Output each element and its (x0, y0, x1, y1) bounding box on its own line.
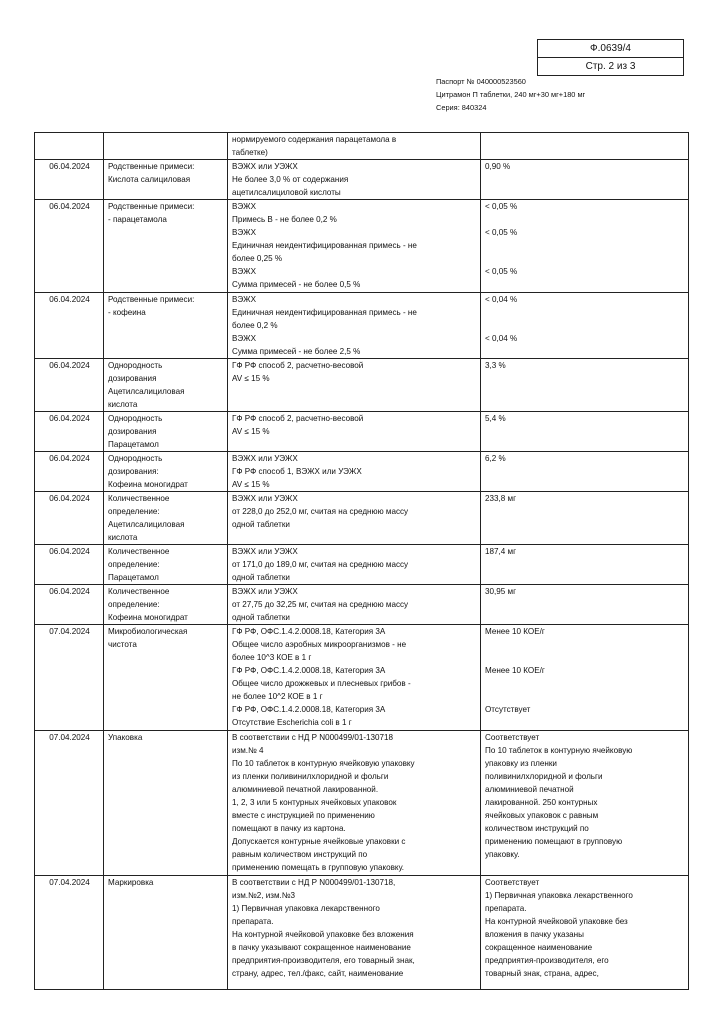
date-cell: 07.04.2024 (35, 625, 104, 731)
date-cell: 06.04.2024 (35, 545, 104, 585)
table-row (35, 133, 689, 160)
parameter-name (104, 133, 228, 160)
parameter-name: Однородность дозирования Парацетамол (104, 412, 228, 452)
parameter-name: Родственные примеси: Кислота салициловая (104, 160, 228, 200)
table-row (35, 545, 689, 585)
date-cell: 06.04.2024 (35, 585, 104, 625)
method-cell: ВЭЖХ или УЭЖХ ГФ РФ способ 1, ВЭЖХ или УЭЖХ AV ≤ 15 % (228, 452, 481, 492)
date-cell (35, 133, 104, 160)
parameter-name: Количественное определение: Парацетамол (104, 545, 228, 585)
passport-header (436, 75, 585, 114)
table-row (35, 625, 689, 731)
method-cell: В соответствии с НД Р N000499/01-130718, изм.№2, изм.№3 1) Первичная упаковка лекарственного препарата. На контурной ячейковой упаковке без вложения в пачку указывают сокращенное наименование предприятия-производителя, его товарный знак, страну, адрес, тел./факс, сайт, наименование (228, 876, 481, 990)
parameter-name: Маркировка (104, 876, 228, 990)
result-cell: 6,2 % (481, 452, 689, 492)
table-row (35, 160, 689, 200)
method-cell: В соответствии с НД Р N000499/01-130718 изм.№ 4 По 10 таблеток в контурную ячейковую упаковку из пленки поливинилхлоридной и фольги алюминиевой печатной лакированной. 1, 2, 3 или 5 контурных ячейковых упаковок вместе с инструкцией по применению помещают в пачку из картона. Допускается контурные ячейковые упаковки с равным количеством инструкций по применению помещать в групповую упаковку. (228, 731, 481, 876)
parameter-name: Микробиологическая чистота (104, 625, 228, 731)
form-code: Ф.0639/4 (590, 43, 631, 54)
form-code-box (537, 39, 684, 76)
result-cell: 30,95 мг (481, 585, 689, 625)
result-cell (481, 133, 689, 160)
parameter-name: Родственные примеси: - парацетамола (104, 200, 228, 293)
page-number: Стр. 2 из 3 (538, 57, 683, 75)
table-row (35, 731, 689, 876)
method-cell: ВЭЖХ Единичная неидентифицированная примесь - не более 0,2 % ВЭЖХ Сумма примесей - не более 2,5 % (228, 293, 481, 359)
parameter-name: Количественное определение: Ацетилсалициловая кислота (104, 492, 228, 545)
method-cell: ГФ РФ, ОФС.1.4.2.0008.18, Категория 3А Общее число аэробных микроорганизмов - не более 10^3 КОЕ в 1 г ГФ РФ, ОФС.1.4.2.0008.18, Категория 3А Общее число дрожжевых и плесневых грибов - не более 10^2 КОЕ в 1 г ГФ РФ, ОФС.1.4.2.0008.18, Категория 3А Отсутствие Escherichia coli в 1 г (228, 625, 481, 731)
method-cell: ВЭЖХ или УЭЖХ Не более 3,0 % от содержания ацетилсалициловой кислоты (228, 160, 481, 200)
table-row (35, 412, 689, 452)
parameter-name: Однородность дозирования: Кофеина моногидрат (104, 452, 228, 492)
date-cell: 07.04.2024 (35, 731, 104, 876)
date-cell: 06.04.2024 (35, 359, 104, 412)
date-cell: 06.04.2024 (35, 412, 104, 452)
result-cell: Соответствует По 10 таблеток в контурную ячейковую упаковку из пленки поливинилхлоридной и фольги алюминиевой печатной лакированной. 250 контурных ячейковых упаковок с равным количеством инструкций по применению помещают в групповую упаковку. (481, 731, 689, 876)
result-cell: 3,3 % (481, 359, 689, 412)
method-cell: ВЭЖХ или УЭЖХ от 27,75 до 32,25 мг, считая на среднюю массу одной таблетки (228, 585, 481, 625)
parameter-name: Родственные примеси: - кофеина (104, 293, 228, 359)
result-cell: 0,90 % (481, 160, 689, 200)
table-row (35, 293, 689, 359)
table-row (35, 492, 689, 545)
table-row (35, 452, 689, 492)
method-cell: ВЭЖХ Примесь В - не более 0,2 % ВЭЖХ Единичная неидентифицированная примесь - не более 0,25 % ВЭЖХ Сумма примесей - не более 0,5 % (228, 200, 481, 293)
passport-number: Паспорт № 040000523560 (436, 77, 526, 86)
date-cell: 06.04.2024 (35, 200, 104, 293)
method-cell: ВЭЖХ или УЭЖХ от 228,0 до 252,0 мг, считая на среднюю массу одной таблетки (228, 492, 481, 545)
parameter-name: Упаковка (104, 731, 228, 876)
table-row (35, 876, 689, 990)
table-row (35, 359, 689, 412)
method-cell: ГФ РФ способ 2, расчетно-весовой AV ≤ 15 % (228, 412, 481, 452)
result-cell: < 0,05 % < 0,05 % < 0,05 % (481, 200, 689, 293)
date-cell: 06.04.2024 (35, 293, 104, 359)
result-cell: 187,4 мг (481, 545, 689, 585)
product-name: Цитрамон П таблетки, 240 мг+30 мг+180 мг (436, 90, 586, 99)
result-cell: Менее 10 КОЕ/г Менее 10 КОЕ/г Отсутствует (481, 625, 689, 731)
parameter-name: Однородность дозирования Ацетилсалициловая кислота (104, 359, 228, 412)
series-number: Серия: 840324 (436, 103, 487, 112)
date-cell: 06.04.2024 (35, 452, 104, 492)
table-row (35, 585, 689, 625)
date-cell: 07.04.2024 (35, 876, 104, 990)
date-cell: 06.04.2024 (35, 492, 104, 545)
method-cell: ВЭЖХ или УЭЖХ от 171,0 до 189,0 мг, считая на среднюю массу одной таблетки (228, 545, 481, 585)
result-cell: Соответствует 1) Первичная упаковка лекарственного препарата. На контурной ячейковой упаковке без вложения в пачку указаны сокращенное наименование предприятия-производителя, его товарный знак, страна, адрес, (481, 876, 689, 990)
parameter-name: Количественное определение: Кофеина моногидрат (104, 585, 228, 625)
table-row (35, 200, 689, 293)
result-cell: < 0,04 % < 0,04 % (481, 293, 689, 359)
test-results-table (34, 132, 689, 990)
result-cell: 5,4 % (481, 412, 689, 452)
date-cell: 06.04.2024 (35, 160, 104, 200)
result-cell: 233,8 мг (481, 492, 689, 545)
method-cell: нормируемого содержания парацетамола в таблетке) (228, 133, 481, 160)
method-cell: ГФ РФ способ 2, расчетно-весовой AV ≤ 15 % (228, 359, 481, 412)
